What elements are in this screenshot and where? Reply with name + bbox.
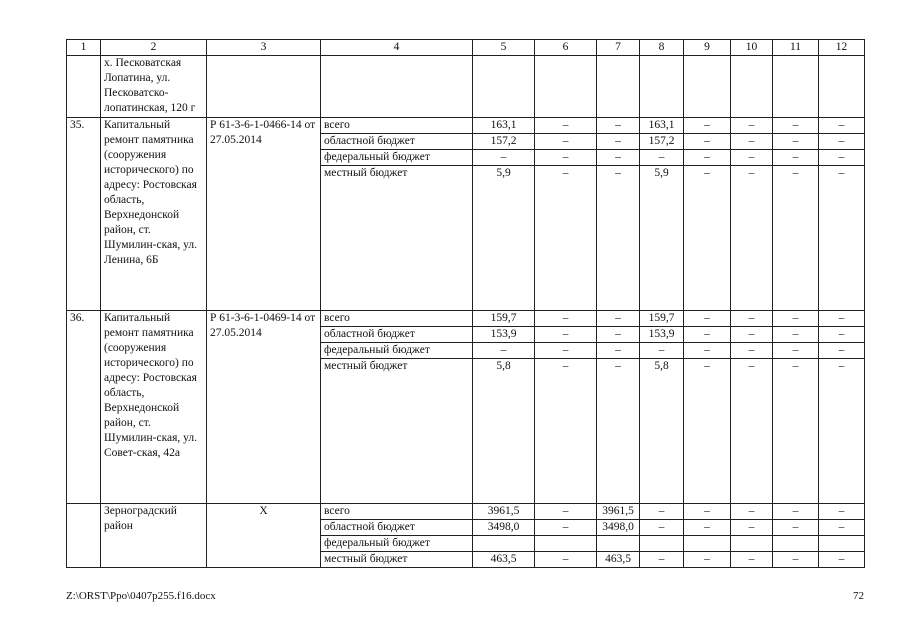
- entry-number-cell: 35.: [67, 118, 101, 311]
- value-cell: –: [773, 118, 819, 134]
- value-cell: –: [535, 118, 597, 134]
- funding-source-cell: всего: [321, 118, 473, 134]
- value-cell: –: [731, 134, 773, 150]
- value-cell: 157,2: [473, 134, 535, 150]
- funding-source-cell: местный бюджет: [321, 166, 473, 311]
- value-cell: –: [773, 134, 819, 150]
- value-cell: –: [597, 327, 640, 343]
- value-cell: –: [684, 359, 731, 504]
- header-cell: 12: [819, 40, 865, 56]
- value-cell: –: [731, 520, 773, 536]
- funding-source-cell: федеральный бюджет: [321, 150, 473, 166]
- value-cell: –: [773, 166, 819, 311]
- value-cell: –: [535, 359, 597, 504]
- value-cell: 159,7: [473, 311, 535, 327]
- value-cell: –: [731, 359, 773, 504]
- value-cell: 163,1: [473, 118, 535, 134]
- value-cell: –: [535, 311, 597, 327]
- value-cell: –: [819, 504, 865, 520]
- value-cell: –: [731, 118, 773, 134]
- header-cell: 5: [473, 40, 535, 56]
- value-cell: –: [535, 134, 597, 150]
- value-cell: –: [819, 150, 865, 166]
- value-cell: –: [640, 552, 684, 568]
- value-cell: –: [684, 134, 731, 150]
- value-cell: –: [597, 343, 640, 359]
- funding-source-cell: [321, 56, 473, 118]
- value-cell: –: [731, 150, 773, 166]
- value-cell: –: [535, 327, 597, 343]
- value-cell: 153,9: [640, 327, 684, 343]
- value-cell: –: [597, 359, 640, 504]
- value-cell: –: [640, 520, 684, 536]
- value-cell: –: [819, 166, 865, 311]
- entry-number-cell: 36.: [67, 311, 101, 504]
- value-cell: –: [535, 504, 597, 520]
- header-cell: 10: [731, 40, 773, 56]
- funding-source-cell: всего: [321, 504, 473, 520]
- value-cell: 153,9: [473, 327, 535, 343]
- document-cell: Р 61-3-6-1-0469-14 от 27.05.2014: [207, 311, 321, 504]
- value-cell: 3498,0: [597, 520, 640, 536]
- file-path-footer: Z:\ORST\Ppo\0407p255.f16.docx: [66, 590, 216, 602]
- value-cell: 159,7: [640, 311, 684, 327]
- value-cell: 5,9: [473, 166, 535, 311]
- funding-source-cell: местный бюджет: [321, 552, 473, 568]
- header-cell: 2: [101, 40, 207, 56]
- value-cell: –: [597, 134, 640, 150]
- table-row: [67, 311, 865, 327]
- header-cell: 3: [207, 40, 321, 56]
- value-cell: –: [684, 150, 731, 166]
- value-cell: [731, 56, 773, 118]
- value-cell: –: [819, 134, 865, 150]
- value-cell: –: [731, 552, 773, 568]
- value-cell: –: [773, 343, 819, 359]
- value-cell: –: [819, 520, 865, 536]
- value-cell: 3961,5: [597, 504, 640, 520]
- funding-source-cell: федеральный бюджет: [321, 536, 473, 552]
- value-cell: –: [535, 520, 597, 536]
- value-cell: –: [731, 311, 773, 327]
- header-cell: 4: [321, 40, 473, 56]
- value-cell: [473, 536, 535, 552]
- value-cell: –: [819, 343, 865, 359]
- value-cell: –: [773, 504, 819, 520]
- funding-source-cell: федеральный бюджет: [321, 343, 473, 359]
- value-cell: –: [773, 311, 819, 327]
- value-cell: [535, 56, 597, 118]
- value-cell: 5,9: [640, 166, 684, 311]
- value-cell: –: [731, 166, 773, 311]
- value-cell: –: [684, 311, 731, 327]
- funding-source-cell: всего: [321, 311, 473, 327]
- value-cell: –: [640, 343, 684, 359]
- value-cell: –: [684, 520, 731, 536]
- value-cell: –: [819, 327, 865, 343]
- value-cell: –: [535, 166, 597, 311]
- value-cell: –: [640, 150, 684, 166]
- value-cell: [773, 56, 819, 118]
- value-cell: –: [640, 504, 684, 520]
- value-cell: [731, 536, 773, 552]
- object-name-cell: Капитальный ремонт памятника (сооружения исторического) по адресу: Ростовская область, Верхнедонской район, ст. Шумилин-ская, ул. Ленина, 6Б: [101, 118, 207, 311]
- value-cell: [640, 56, 684, 118]
- value-cell: –: [819, 118, 865, 134]
- value-cell: –: [473, 343, 535, 359]
- value-cell: –: [684, 343, 731, 359]
- table-row: [67, 504, 865, 520]
- value-cell: [535, 536, 597, 552]
- value-cell: –: [731, 343, 773, 359]
- value-cell: [640, 536, 684, 552]
- value-cell: [597, 56, 640, 118]
- header-cell: 8: [640, 40, 684, 56]
- value-cell: –: [597, 311, 640, 327]
- document-cell: [207, 56, 321, 118]
- value-cell: –: [473, 150, 535, 166]
- funding-source-cell: областной бюджет: [321, 134, 473, 150]
- value-cell: –: [773, 520, 819, 536]
- object-name-cell: Зерноградский район: [101, 504, 207, 568]
- value-cell: 463,5: [597, 552, 640, 568]
- value-cell: –: [819, 552, 865, 568]
- value-cell: [473, 56, 535, 118]
- value-cell: [597, 536, 640, 552]
- column-number-row: [67, 40, 865, 56]
- value-cell: –: [535, 150, 597, 166]
- value-cell: –: [684, 504, 731, 520]
- value-cell: –: [535, 343, 597, 359]
- document-cell: Х: [207, 504, 321, 568]
- value-cell: –: [684, 166, 731, 311]
- value-cell: –: [819, 359, 865, 504]
- continuation-row: [67, 56, 865, 118]
- value-cell: 3498,0: [473, 520, 535, 536]
- value-cell: –: [684, 118, 731, 134]
- value-cell: 3961,5: [473, 504, 535, 520]
- value-cell: –: [819, 311, 865, 327]
- header-cell: 9: [684, 40, 731, 56]
- value-cell: 463,5: [473, 552, 535, 568]
- object-name-cell: Капитальный ремонт памятника (сооружения исторического) по адресу: Ростовская область, Верхнедонской район, ст. Шумилин-ская, ул. Совет-ская, 42а: [101, 311, 207, 504]
- value-cell: [819, 56, 865, 118]
- value-cell: 5,8: [640, 359, 684, 504]
- funding-source-cell: местный бюджет: [321, 359, 473, 504]
- funding-source-cell: областной бюджет: [321, 520, 473, 536]
- funding-source-cell: областной бюджет: [321, 327, 473, 343]
- value-cell: –: [773, 150, 819, 166]
- object-name-cell: х. Песковатская Лопатина, ул. Песковатско-лопатинская, 120 г: [101, 56, 207, 118]
- table-row: [67, 118, 865, 134]
- value-cell: –: [731, 504, 773, 520]
- value-cell: –: [731, 327, 773, 343]
- value-cell: –: [773, 359, 819, 504]
- value-cell: –: [597, 150, 640, 166]
- value-cell: –: [773, 552, 819, 568]
- page-number: 72: [853, 590, 864, 602]
- entry-number-cell: [67, 56, 101, 118]
- value-cell: [684, 56, 731, 118]
- value-cell: [773, 536, 819, 552]
- header-cell: 11: [773, 40, 819, 56]
- value-cell: 5,8: [473, 359, 535, 504]
- value-cell: [684, 536, 731, 552]
- value-cell: 163,1: [640, 118, 684, 134]
- value-cell: –: [597, 166, 640, 311]
- header-cell: 6: [535, 40, 597, 56]
- value-cell: –: [597, 118, 640, 134]
- program-table: [66, 39, 865, 568]
- value-cell: –: [684, 327, 731, 343]
- header-cell: 1: [67, 40, 101, 56]
- value-cell: –: [535, 552, 597, 568]
- value-cell: –: [684, 552, 731, 568]
- header-cell: 7: [597, 40, 640, 56]
- value-cell: –: [773, 327, 819, 343]
- document-cell: Р 61-3-6-1-0466-14 от 27.05.2014: [207, 118, 321, 311]
- value-cell: [819, 536, 865, 552]
- value-cell: 157,2: [640, 134, 684, 150]
- entry-number-cell: [67, 504, 101, 568]
